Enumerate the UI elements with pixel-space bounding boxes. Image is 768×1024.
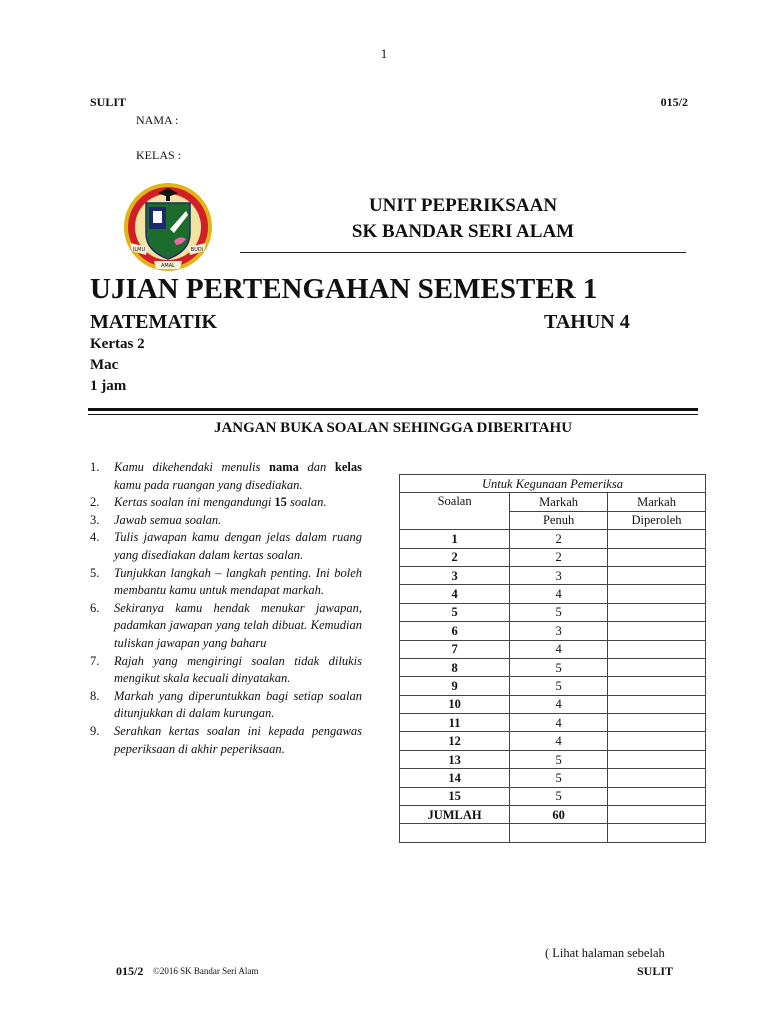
school-crest-logo	[122, 181, 214, 273]
instruction-number: 4.	[90, 530, 100, 545]
marks-obtained[interactable]	[608, 677, 706, 695]
table-row	[400, 677, 706, 695]
header-markah-diperoleh-1: Markah	[608, 493, 706, 511]
instruction-text: Rajah yang mengiringi soalan tidak dilukis mengikut skala kecuali dinyatakan.	[114, 653, 362, 686]
instruction-text: Sekiranya kamu hendak menukar jawapan, padamkan jawapan yang telah dibuat. Kemudian tuliskan jawapan yang baharu	[114, 600, 362, 650]
question-number: 11	[400, 714, 510, 732]
instruction-text: Jawab semua soalan.	[114, 512, 222, 527]
question-number: 1	[400, 530, 510, 548]
marks-obtained[interactable]	[608, 787, 706, 805]
copyright: ©2016 SK Bandar Seri Alam	[153, 966, 259, 976]
question-number: 6	[400, 622, 510, 640]
table-row	[400, 787, 706, 805]
full-marks: 4	[510, 695, 608, 713]
crest-ribbon-right: BUDI	[190, 247, 204, 253]
marks-obtained[interactable]	[608, 548, 706, 566]
header-markah-penuh-1: Markah	[510, 493, 608, 511]
header-soalan: Soalan	[400, 493, 510, 530]
marks-obtained[interactable]	[608, 695, 706, 713]
total-marks: 60	[510, 806, 608, 824]
blank-cell	[608, 824, 706, 842]
instruction-number: 9.	[90, 723, 100, 738]
full-marks: 5	[510, 603, 608, 621]
name-field-label: NAMA :	[136, 113, 179, 127]
full-marks: 3	[510, 622, 608, 640]
table-caption: Untuk Kegunaan Pemeriksa	[400, 475, 706, 493]
question-number: 15	[400, 787, 510, 805]
instruction-number: 5.	[90, 565, 100, 580]
class-field-label: KELAS :	[136, 148, 181, 162]
instruction-item	[90, 688, 362, 723]
instruction-bold: 15	[274, 495, 287, 510]
full-marks: 4	[510, 732, 608, 750]
full-marks: 5	[510, 658, 608, 676]
table-row	[400, 695, 706, 713]
unit-name: UNIT PEPERIKSAAN	[368, 195, 558, 216]
table-row	[400, 750, 706, 768]
full-marks: 2	[510, 548, 608, 566]
exam-month: Mac	[90, 357, 119, 373]
marks-obtained[interactable]	[608, 714, 706, 732]
school-name: SK BANDAR SERI ALAM	[351, 221, 575, 242]
instruction-item	[90, 529, 362, 564]
marks-obtained[interactable]	[608, 585, 706, 603]
instruction-item	[90, 600, 362, 653]
crest-ribbon-left: ILMU	[132, 247, 146, 253]
full-marks: 5	[510, 769, 608, 787]
instruction-item	[90, 459, 362, 494]
instruction-text: Kertas soalan ini mengandungi	[114, 495, 275, 510]
total-label: JUMLAH	[400, 806, 510, 824]
crest-ribbon-bottom: AMAL	[161, 263, 175, 269]
table-row	[400, 732, 706, 750]
marks-obtained[interactable]	[608, 530, 706, 548]
instruction-text: Markah yang diperuntukkan bagi setiap soalan ditunjukkan di dalam kurungan.	[114, 688, 362, 721]
instruction-text: Tulis jawapan kamu dengan jelas dalam ruang yang disediakan dalam kertas soalan.	[114, 530, 362, 562]
header-markah-diperoleh-2: Diperoleh	[608, 511, 706, 529]
instruction-item	[90, 494, 362, 512]
table-row	[400, 530, 706, 548]
instruction-item	[90, 512, 362, 530]
table-row	[400, 658, 706, 676]
table-row	[400, 566, 706, 584]
table-row	[400, 585, 706, 603]
full-marks: 5	[510, 787, 608, 805]
total-row	[400, 806, 706, 824]
question-number: 8	[400, 658, 510, 676]
question-number: 2	[400, 548, 510, 566]
instruction-number: 8.	[90, 688, 100, 703]
table-row	[400, 769, 706, 787]
exam-title: UJIAN PERTENGAHAN SEMESTER 1	[90, 273, 598, 305]
marks-obtained[interactable]	[608, 750, 706, 768]
instruction-text: soalan.	[286, 495, 327, 510]
instruction-number: 3.	[90, 512, 100, 527]
instruction-text: kamu pada ruangan yang disediakan.	[114, 477, 303, 492]
marks-obtained[interactable]	[608, 658, 706, 676]
full-marks: 4	[510, 640, 608, 658]
instruction-number: 2.	[90, 495, 100, 510]
question-number: 7	[400, 640, 510, 658]
thick-divider	[88, 408, 698, 411]
question-number: 12	[400, 732, 510, 750]
paper-number: Kertas 2	[90, 336, 145, 352]
table-row	[400, 622, 706, 640]
instruction-number: 7.	[90, 653, 100, 668]
question-number: 10	[400, 695, 510, 713]
warning-notice: JANGAN BUKA SOALAN SEHINGGA DIBERITAHU	[213, 420, 573, 436]
table-row	[400, 714, 706, 732]
footer-paper-code: 015/2	[116, 964, 144, 978]
thin-divider	[88, 414, 698, 415]
question-number: 5	[400, 603, 510, 621]
full-marks: 2	[510, 530, 608, 548]
marks-obtained[interactable]	[608, 640, 706, 658]
question-number: 4	[400, 585, 510, 603]
full-marks: 3	[510, 566, 608, 584]
instruction-text: Serahkan kertas soalan ini kepada pengawas peperiksaan di akhir peperiksaan.	[114, 723, 362, 756]
instruction-text: dan	[298, 460, 335, 474]
marks-obtained[interactable]	[608, 732, 706, 750]
paper-code: 015/2	[660, 95, 688, 109]
blank-cell	[510, 824, 608, 842]
marks-obtained[interactable]	[608, 769, 706, 787]
instructions-list	[90, 459, 362, 758]
next-page-note: ( Lihat halaman sebelah	[545, 946, 665, 960]
table-row	[400, 548, 706, 566]
instruction-item	[90, 653, 362, 688]
question-number: 9	[400, 677, 510, 695]
table-row	[400, 640, 706, 658]
full-marks: 4	[510, 714, 608, 732]
instruction-bold: kelas	[334, 460, 363, 474]
instruction-number: 1.	[90, 460, 100, 474]
confidential-label: SULIT	[90, 95, 127, 109]
examiner-score-table	[399, 474, 706, 843]
table-row	[400, 603, 706, 621]
blank-row	[400, 824, 706, 842]
subject: MATEMATIK	[90, 311, 218, 333]
blank-cell	[400, 824, 510, 842]
question-number: 3	[400, 566, 510, 584]
marks-obtained[interactable]	[608, 622, 706, 640]
instruction-item	[90, 723, 362, 758]
exam-duration: 1 jam	[90, 378, 127, 394]
unit-divider	[240, 252, 686, 253]
full-marks: 4	[510, 585, 608, 603]
total-obtained[interactable]	[608, 806, 706, 824]
marks-obtained[interactable]	[608, 603, 706, 621]
full-marks: 5	[510, 677, 608, 695]
instruction-item	[90, 565, 362, 600]
marks-obtained[interactable]	[608, 566, 706, 584]
instruction-bold: nama	[269, 460, 299, 474]
header-markah-penuh-2: Penuh	[510, 511, 608, 529]
footer-confidential: SULIT	[637, 964, 674, 978]
full-marks: 5	[510, 750, 608, 768]
question-number: 13	[400, 750, 510, 768]
page-number: 1	[380, 46, 388, 61]
question-number: 14	[400, 769, 510, 787]
year-level: TAHUN 4	[544, 311, 630, 333]
instruction-text: Kamu dikehendaki menulis	[114, 460, 270, 474]
instruction-text: Tunjukkan langkah – langkah penting. Ini boleh membantu kamu untuk mendapat markah.	[114, 565, 362, 598]
instruction-number: 6.	[90, 600, 100, 615]
